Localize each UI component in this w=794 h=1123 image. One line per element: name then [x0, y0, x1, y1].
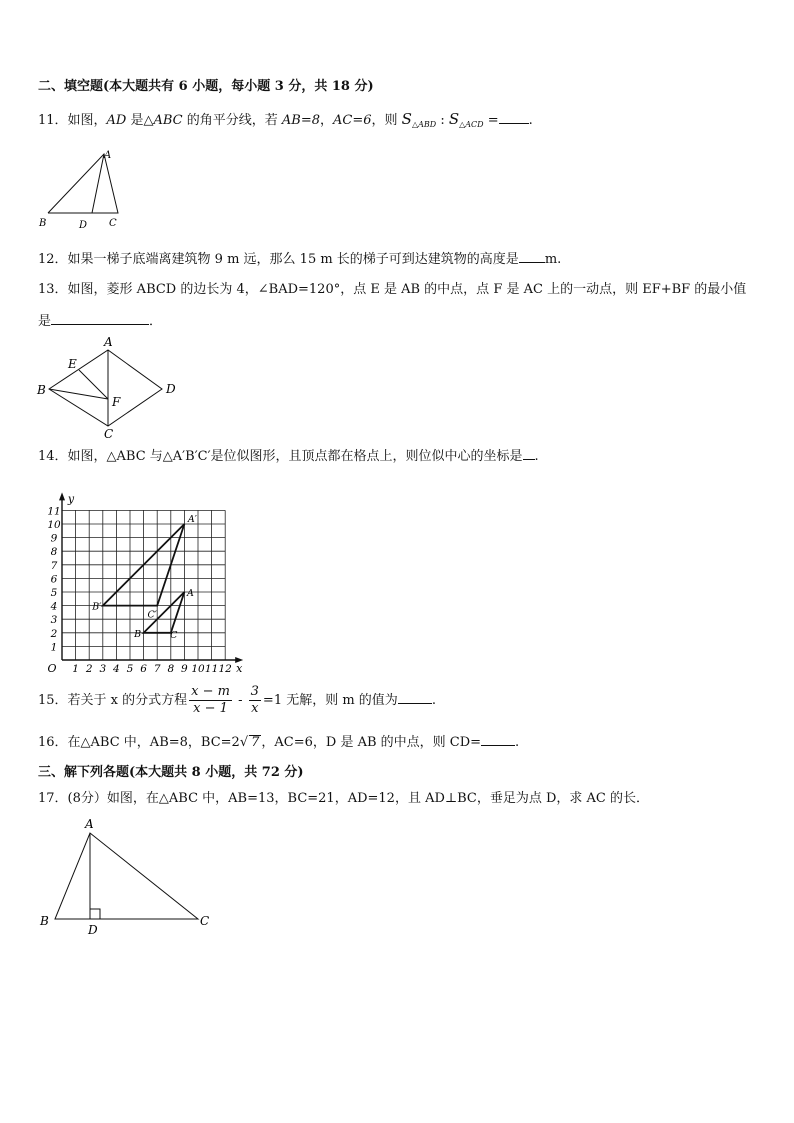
y-tick-label: 3 — [50, 614, 58, 627]
question-16 — [38, 733, 519, 752]
x-tick-label: 8 — [167, 663, 175, 672]
q17-label-b: B — [40, 914, 49, 928]
q15-frac2-numerator: 3 — [250, 684, 259, 699]
q15-minus: - — [233, 693, 247, 708]
q13-label-d: D — [166, 382, 176, 396]
section-heading-fill-in: 二、填空题(本大题共有 6 小题，每小题 3 分，共 18 分) — [38, 79, 374, 94]
q13-prefix: 是 — [38, 314, 52, 329]
x-axis-label: x — [236, 662, 243, 672]
q15-end: . — [431, 693, 436, 708]
q14-answer-blank[interactable] — [523, 447, 535, 460]
y-tick-label: 11 — [47, 505, 61, 518]
x-tick-label: 2 — [85, 663, 93, 672]
y-tick-label: 6 — [50, 573, 58, 586]
q13-label-a: A — [104, 335, 113, 349]
q15-frac2-denominator: x — [251, 701, 259, 716]
x-tick-label: 1 — [72, 663, 79, 672]
question-11 — [38, 110, 533, 134]
x-tick-label: 3 — [99, 663, 107, 672]
vertex-label-b: B — [134, 628, 142, 640]
question-17: 17．(8分）如图，在△ABC 中，AB=13，BC=21，AD=12，且 AD⊥BC，垂足为点 D，求 AC 的长． — [38, 791, 650, 806]
q11-colon: : — [436, 113, 449, 128]
q15-prefix: 15．若关于 x 的分式方程 — [38, 693, 188, 708]
q16-sqrt-value: 7 — [251, 735, 260, 750]
q11-label-b: B — [39, 218, 47, 229]
q13-rhombus-figure — [34, 334, 184, 442]
q13-answer-blank[interactable] — [51, 312, 149, 325]
grid-lines — [59, 492, 243, 663]
q11-ab: AB=8 — [281, 113, 321, 128]
x-tick-label: 6 — [140, 663, 147, 672]
q16-answer-blank[interactable] — [481, 733, 515, 746]
question-13-line1: 13．如图，菱形 ABCD 的边长为 4，∠BAD=120°，点 E 是 AB 的中点，点 F 是 AC 上的一动点，则 EF+BF 的最小值 — [38, 282, 747, 297]
q11-t1: 是△ — [126, 113, 154, 128]
q15-frac1-denominator: x − 1 — [193, 701, 228, 716]
y-axis-arrow — [59, 492, 65, 500]
origin-label: O — [47, 662, 57, 672]
q11-s1: S — [401, 110, 412, 128]
q13-end: ． — [149, 314, 163, 329]
q16-prefix: 16．在△ABC 中，AB=8，BC=2 — [38, 735, 240, 750]
q11-sub1: △ABD — [411, 120, 437, 129]
vertex-label-b-prime: B′ — [92, 601, 102, 613]
q15-frac1-numerator: x − m — [191, 684, 230, 699]
y-tick-label: 7 — [50, 559, 58, 572]
q17-label-c: C — [200, 914, 210, 928]
x-tick-label: 4 — [113, 663, 120, 672]
q11-s2: S — [448, 110, 460, 128]
question-13-line2 — [38, 312, 162, 331]
q15-fraction-1 — [189, 684, 232, 717]
q11-sub2: △ACD — [459, 120, 484, 129]
q11-triangle-figure — [36, 146, 126, 232]
x-tick-label: 9 — [181, 663, 188, 672]
q16-suffix: ，AC=6，D 是 AB 的中点，则 CD= — [261, 735, 482, 750]
vertex-label-c: C — [170, 629, 178, 641]
y-tick-label: 5 — [50, 587, 58, 599]
x-tick-label: 5 — [126, 663, 134, 672]
q17-label-a: A — [85, 817, 94, 831]
q13-label-f: F — [112, 395, 121, 409]
y-tick-label: 8 — [50, 546, 58, 559]
q11-t3: ， — [320, 113, 334, 128]
q11-t2: 的角平分线，若 — [182, 113, 282, 128]
y-tick-label: 4 — [50, 600, 58, 613]
q11-t4: ，则 — [371, 113, 402, 128]
x-tick-label: 11 — [204, 663, 219, 672]
q13-label-b: B — [37, 383, 46, 397]
x-tick-label: 12 — [218, 663, 232, 672]
vertex-label-c-prime: C′ — [147, 609, 157, 621]
q13-label-e: E — [68, 357, 77, 371]
q16-sqrt-sign: √ — [239, 735, 249, 750]
q11-label-c: C — [109, 218, 117, 229]
q13-label-c: C — [104, 427, 114, 441]
q15-suffix: =1 无解，则 m 的值为 — [262, 693, 398, 708]
q17-label-d: D — [88, 923, 98, 937]
q11-ac: AC=6 — [333, 113, 372, 128]
q14-text: 14．如图，△ABC 与△A′B′C′是位似图形，且顶点都在格点上，则位似中心的坐标是 — [38, 449, 523, 464]
q12-end: m. — [544, 252, 562, 267]
q14-coordinate-grid — [34, 476, 266, 672]
y-tick-label: 10 — [47, 519, 61, 531]
q12-text: 12．如果一梯子底端离建筑物 9 m 远，那么 15 m 长的梯子可到达建筑物的高度是 — [38, 252, 519, 267]
vertex-label-a-prime: A′ — [187, 514, 197, 525]
grid-labels — [47, 492, 243, 672]
q15-answer-blank[interactable] — [398, 691, 432, 704]
y-axis-label: y — [67, 492, 75, 506]
q11-label-d: D — [79, 220, 88, 231]
q11-prefix: 11．如图， — [38, 113, 107, 128]
q14-end: . — [534, 449, 539, 464]
q11-ad: AD — [106, 113, 127, 128]
x-tick-label: 10 — [191, 663, 205, 672]
question-12 — [38, 250, 561, 269]
q11-end: . — [528, 113, 533, 128]
q16-end: . — [515, 735, 520, 750]
q15-fraction-2 — [249, 684, 261, 717]
q11-label-a: A — [104, 150, 112, 161]
x-tick-label: 7 — [153, 663, 161, 672]
q17-triangle-figure — [36, 814, 220, 938]
q11-t5: = — [483, 113, 499, 128]
q12-answer-blank[interactable] — [519, 250, 545, 263]
y-tick-label: 9 — [50, 532, 58, 545]
question-14 — [38, 447, 539, 466]
y-tick-label: 2 — [50, 627, 58, 640]
vertex-label-a: A — [186, 588, 194, 599]
y-tick-label: 1 — [50, 641, 58, 654]
section-heading-solve: 三、解下列各题(本大题共 8 小题，共 72 分) — [38, 765, 304, 780]
q11-answer-blank[interactable] — [499, 111, 529, 124]
question-15 — [38, 684, 436, 720]
q11-abc: ABC — [153, 113, 183, 128]
